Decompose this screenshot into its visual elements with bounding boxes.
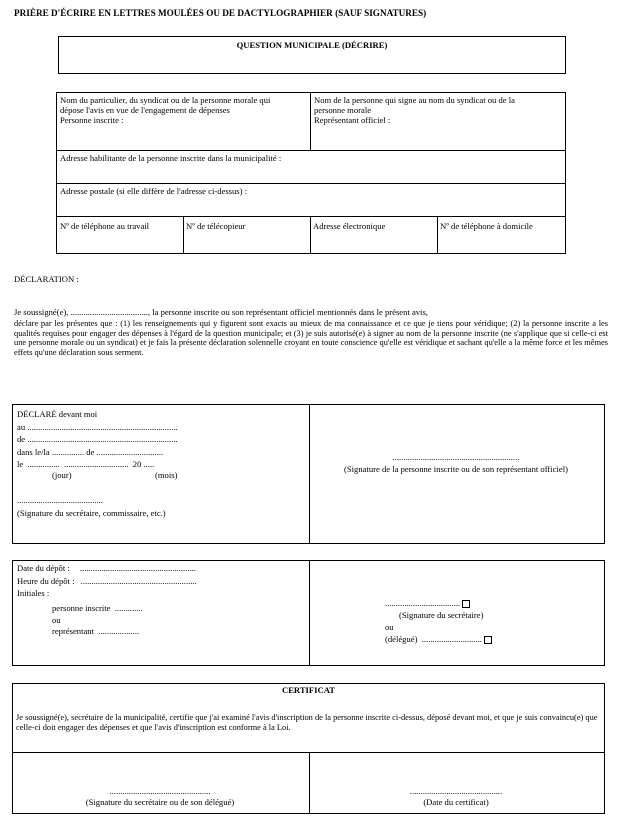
signer-label-2: personne morale [314, 104, 372, 115]
declaration-suffix: , la personne inscrite ou son représentant officiel mentionnés dans le présent avis, [147, 307, 428, 317]
year-blank[interactable]: ..... [143, 459, 155, 469]
postal-address-field[interactable]: Adresse postale (si elle diffère de l'adresse ci-dessus) : [60, 186, 248, 196]
declarant-name-blank[interactable]: .................................... [70, 307, 148, 317]
dans-de-label: de [86, 446, 95, 457]
delegate-signature-line[interactable]: ............................ [421, 634, 482, 644]
declaration-prefix: Je soussigné(e), [14, 307, 69, 317]
signer-name-field[interactable] [314, 96, 564, 126]
instruction-heading: PRIÈRE D'ÉCRIRE EN LETTRES MOULÉES OU DE DACTYLOGRAPHIER (SAUF SIGNATURES) [14, 8, 427, 18]
initials-label: Initiales : [17, 588, 50, 598]
filing-date-label: Date du dépôt : [17, 563, 70, 573]
year-prefix: 20 [132, 459, 142, 469]
declared-before-heading: DÉCLARÉ devant moi [17, 409, 98, 419]
registrant-name-field[interactable] [60, 96, 308, 126]
au-label: au [17, 421, 26, 432]
secretary-or: ou [385, 622, 394, 632]
delegate-label: (délégué) [385, 634, 418, 644]
filing-time-label: Heure du dépôt : [17, 575, 75, 586]
certificate-signature-line[interactable]: ............................................... [109, 786, 211, 796]
certificate-date-line[interactable]: ........................................... [409, 786, 503, 796]
de-blank[interactable]: ...................................................................... [27, 434, 178, 444]
registered-blank[interactable]: ............. [114, 603, 143, 613]
registrant-name-label-1: Nom du particulier, du syndicat ou de la personne morale qui [60, 95, 271, 105]
month-blank[interactable]: .............................. [64, 459, 129, 469]
day-blank[interactable]: ............... [27, 459, 60, 469]
day-caption: (jour) [52, 470, 72, 480]
commissioner-signature-line[interactable]: ........................................ [17, 495, 103, 505]
registered-label: personne inscrite [52, 603, 111, 613]
dans-de-blank[interactable]: ............................... [96, 446, 164, 457]
declaration-line1 [14, 308, 608, 318]
registrant-name-label-3: Personne inscrite : [60, 114, 124, 125]
secretary-fields [385, 597, 492, 645]
certificate-signature-label: (Signature du secrétaire ou de son délégué) [85, 797, 235, 807]
month-caption: (mois) [155, 470, 178, 480]
signer-label-1: Nom de la personne qui signe au nom du syndicat ou de la [314, 95, 515, 105]
secretary-signature-label: (Signature du secrétaire) [399, 610, 484, 620]
dans-blank[interactable]: ............... [51, 446, 85, 457]
filing-fields [17, 562, 305, 600]
registrant-signature-label: (Signature de la personne inscrite ou de son représentant officiel) [344, 464, 568, 474]
question-label: QUESTION MUNICIPALE (DÉCRIRE) [236, 40, 388, 50]
question-box[interactable] [58, 36, 566, 74]
representative-label: représentant [52, 626, 94, 636]
email-field[interactable]: Adresse électronique [313, 221, 386, 231]
dans-label: dans le/la [17, 446, 50, 457]
au-blank[interactable]: ...................................................................... [27, 421, 178, 432]
le-label: le [17, 459, 24, 469]
secretary-signature-line[interactable]: ................................... [385, 598, 461, 608]
certificate-date-label: (Date du certificat) [423, 797, 489, 807]
signer-label-3: Représentant officiel : [314, 114, 391, 125]
certificate-body: Je soussigné(e), secrétaire de la municipalité, certifie que j'ai examiné l'avis d'inscription de la personne inscrite ci-dessus, déposé devant moi, et que je suis convaincu(e) que celle-ci doit engager des dépenses et que l'avis d'inscription est conforme à la Loi. [16, 713, 598, 732]
work-phone-field[interactable]: Nº de téléphone au travail [60, 221, 150, 231]
initials-fields [52, 603, 143, 638]
fax-field[interactable]: Nº de télécopieur [186, 221, 246, 231]
residence-address-field[interactable]: Adresse habilitante de la personne inscrite dans la municipalité : [60, 153, 282, 163]
declaration-body: déclare par les présentes que : (1) les renseignements qui y figurent sont exacts au mieux de ma connaissance et ce que je tiens pour véridique; (2) la personne inscrite a les qualités requises pour engager des dépenses à l'égard de la question municipale; et (3) je suis autorisé(e) à signer au nom de la personne inscrite (ne s'applique que si celle-ci est une personne morale ou un syndicat) et je fais la présente déclaration solennelle croyant en toute conscience qu'elle est véridique et sachant qu'elle a la même force et les mêmes effets qu'une déclaration sous serment. [14, 319, 608, 357]
delegate-checkbox[interactable] [484, 636, 492, 644]
registrant-signature-line[interactable]: ........................................................... [392, 452, 520, 462]
certificate-heading: CERTIFICAT [281, 685, 336, 695]
initials-or: ou [52, 614, 61, 625]
home-phone-field[interactable]: Nº de téléphone à domicile [440, 221, 533, 231]
filing-date-blank[interactable]: ...................................................... [79, 563, 196, 573]
registrant-name-label-2: dépose l'avis en vue de l'engagement de dépenses [60, 104, 230, 115]
declaration-heading: DÉCLARATION : [14, 274, 79, 284]
secretary-checkbox[interactable] [462, 600, 470, 608]
de-label: de [17, 434, 26, 444]
filing-time-blank[interactable]: ...................................................... [80, 575, 197, 586]
declared-before-fields [17, 408, 305, 471]
commissioner-signature-label: (Signature du secrétaire, commissaire, etc.) [17, 508, 166, 518]
representative-blank[interactable]: ................... [98, 626, 140, 636]
